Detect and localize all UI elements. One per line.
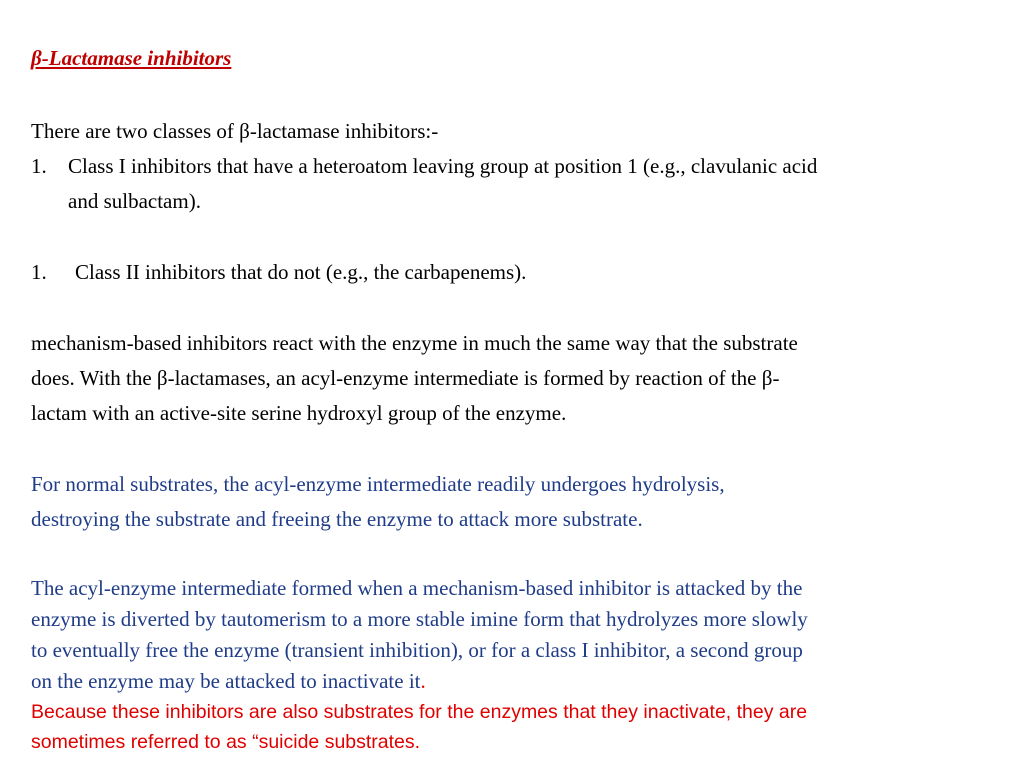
paragraph-line-text: on the enzyme may be attacked to inactivate it	[31, 669, 421, 693]
paragraph-line: mechanism-based inhibitors react with the enzyme in much the same way that the substrate	[31, 331, 798, 355]
paragraph-line	[31, 666, 426, 697]
paragraph-line: to eventually free the enzyme (transient inhibition), or for a class I inhibitor, a second group	[31, 638, 803, 662]
red-period: .	[420, 669, 426, 693]
slide-title: β-Lactamase inhibitors	[31, 46, 232, 70]
list-item-line: Class II inhibitors that do not (e.g., the carbapenems).	[75, 260, 527, 284]
list-item-line: Class I inhibitors that have a heteroatom leaving group at position 1 (e.g., clavulanic acid	[68, 154, 818, 178]
paragraph-line: sometimes referred to as “suicide substrates.	[31, 731, 421, 753]
paragraph-line: destroying the substrate and freeing the enzyme to attack more substrate.	[31, 507, 643, 531]
paragraph-line: does. With the β-lactamases, an acyl-enzyme intermediate is formed by reaction of the β-	[31, 366, 780, 390]
intro-text: There are two classes of β-lactamase inhibitors:-	[31, 119, 439, 143]
list-item-number: 1.	[31, 260, 47, 284]
paragraph-line: For normal substrates, the acyl-enzyme intermediate readily undergoes hydrolysis,	[31, 472, 725, 496]
paragraph-line: Because these inhibitors are also substrates for the enzymes that they inactivate, they are	[31, 701, 808, 723]
list-item-number: 1.	[31, 154, 47, 178]
paragraph-line: enzyme is diverted by tautomerism to a more stable imine form that hydrolyzes more slowly	[31, 607, 808, 631]
paragraph-line: lactam with an active-site serine hydroxyl group of the enzyme.	[31, 401, 567, 425]
list-item-line: and sulbactam).	[68, 189, 201, 213]
paragraph-line: The acyl-enzyme intermediate formed when a mechanism-based inhibitor is attacked by the	[31, 576, 803, 600]
